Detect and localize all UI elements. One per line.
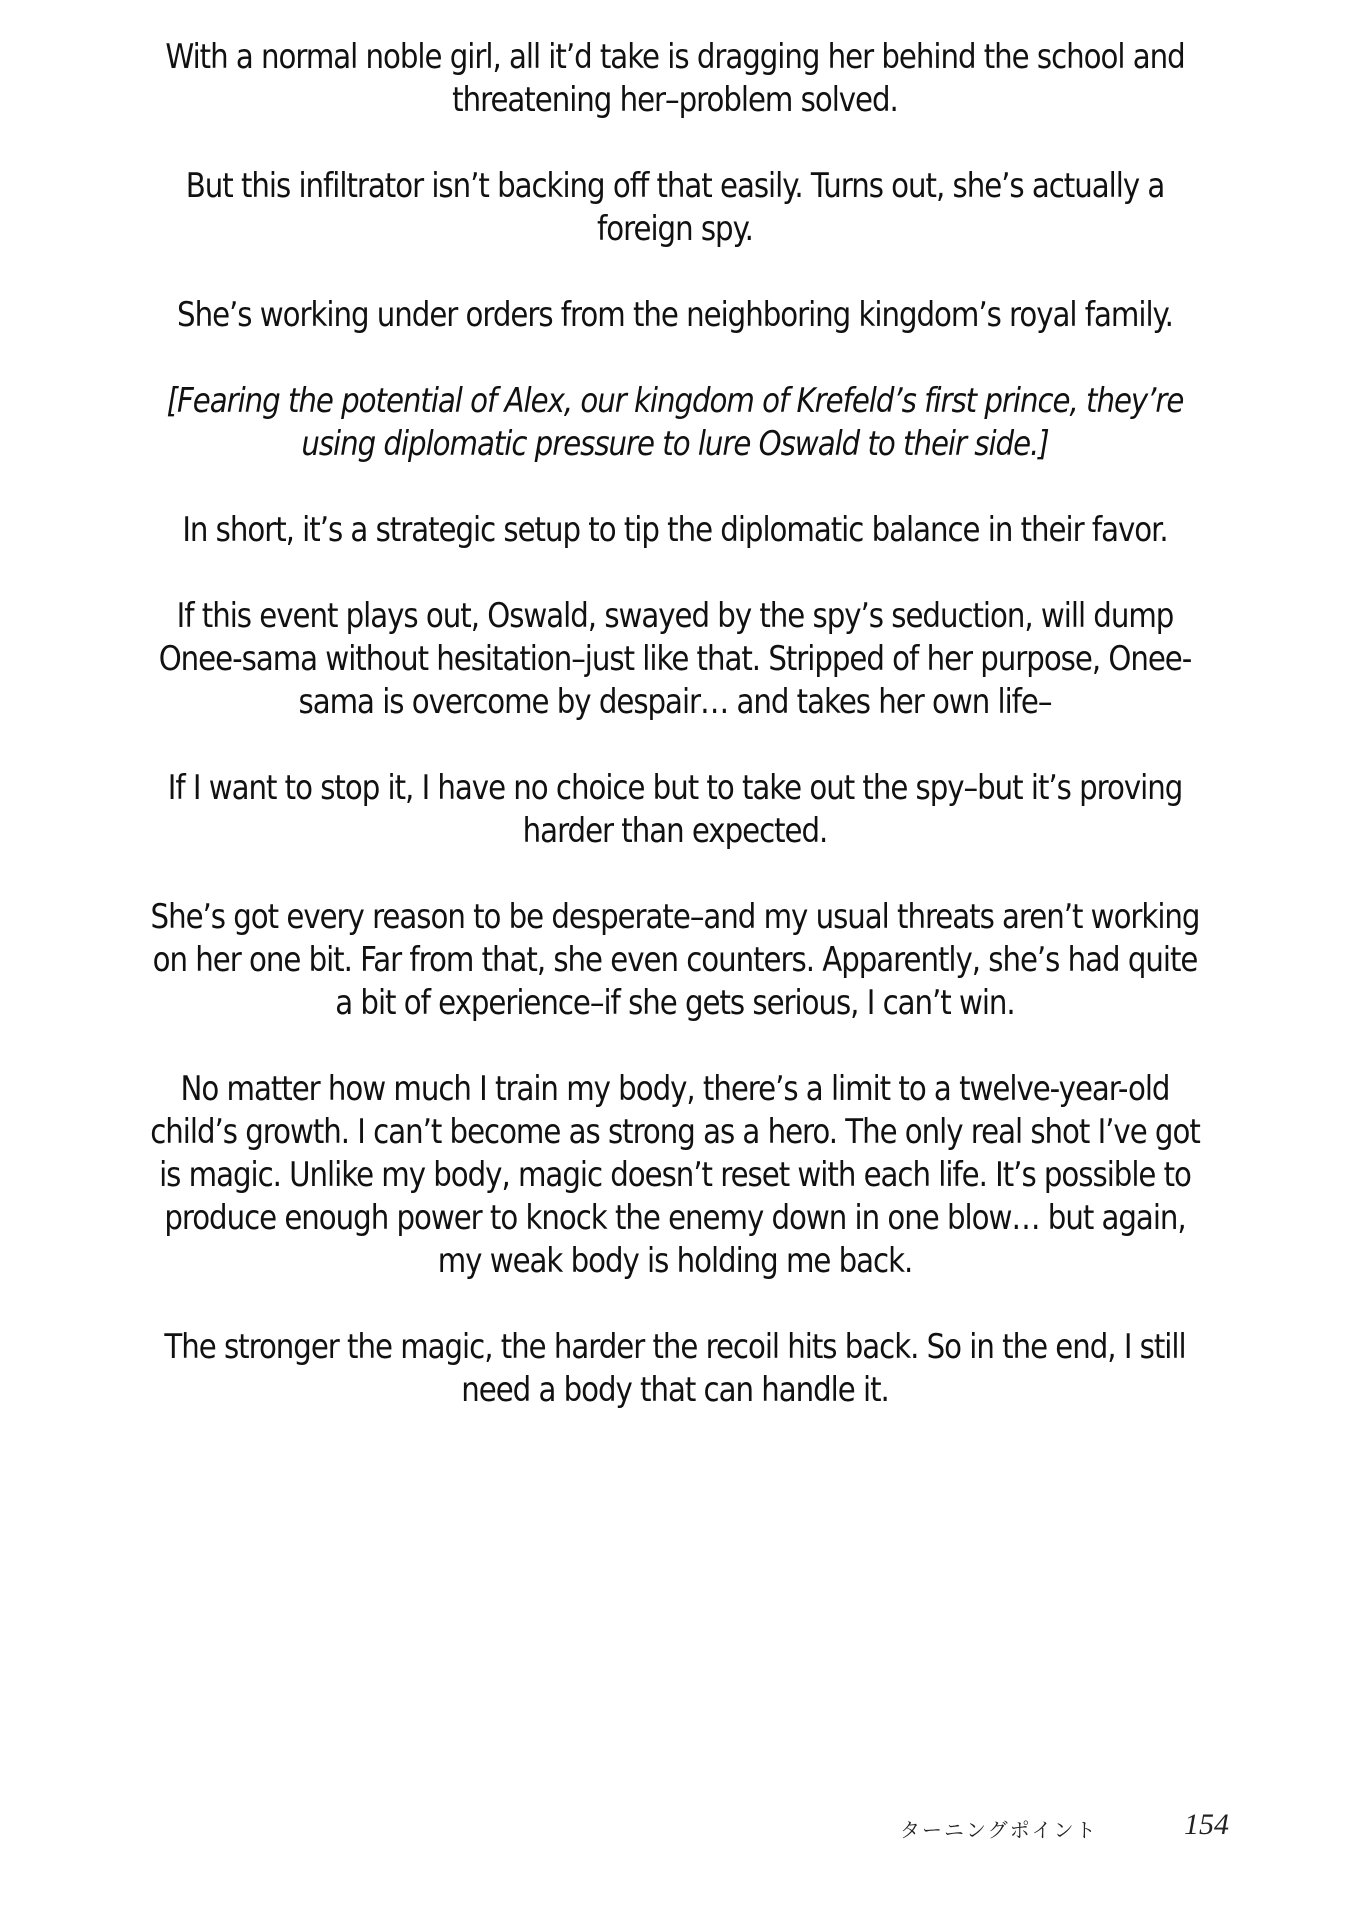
- paragraph-4-italic-quote: [Fearing the potential of Alex, our kingdom of Krefeld’s first prince, they’re using diplomatic pressure to lure Oswald to their side.]: [166, 381, 1184, 464]
- paragraph-10: The stronger the magic, the harder the recoil hits back. So in the end, I still need a body that can handle it.: [164, 1327, 1186, 1410]
- paragraph-7: If I want to stop it, I have no choice but to take out the spy–but it’s proving harder than expected.: [167, 768, 1183, 851]
- running-title: ターニングポイント: [900, 1818, 1098, 1842]
- page-body: [55, 36, 1295, 1455]
- page-footer: [900, 1808, 1240, 1848]
- paragraph-6: If this event plays out, Oswald, swayed by the spy’s seduction, will dump Onee-sama without hesitation–just like that. Stripped of her purpose, Onee-sama is overcome by despair… and takes her own life–: [158, 596, 1192, 722]
- paragraph-2: But this infiltrator isn’t backing off that easily. Turns out, she’s actually a foreign spy.: [185, 166, 1165, 249]
- paragraph-8: She’s got every reason to be desperate–and my usual threats aren’t working on her one bit. Far from that, she even counters. Apparently, she’s had quite a bit of experience–if she gets serious, I can’t win.: [150, 897, 1200, 1023]
- page-number: 154: [1184, 1808, 1229, 1841]
- paragraph-3: She’s working under orders from the neighboring kingdom’s royal family.: [177, 295, 1173, 335]
- paragraph-5: In short, it’s a strategic setup to tip the diplomatic balance in their favor.: [182, 510, 1168, 550]
- paragraph-9: No matter how much I train my body, there’s a limit to a twelve-year-old child’s growth. I can’t become as strong as a hero. The only real shot I’ve got is magic. Unlike my body, magic doesn’t reset with each life. It’s possible to produce enough power to knock the enemy down in one blow… but again, my weak body is holding me back.: [150, 1069, 1200, 1281]
- paragraph-1: With a normal noble girl, all it’d take is dragging her behind the school and threatening her–problem solved.: [165, 37, 1185, 120]
